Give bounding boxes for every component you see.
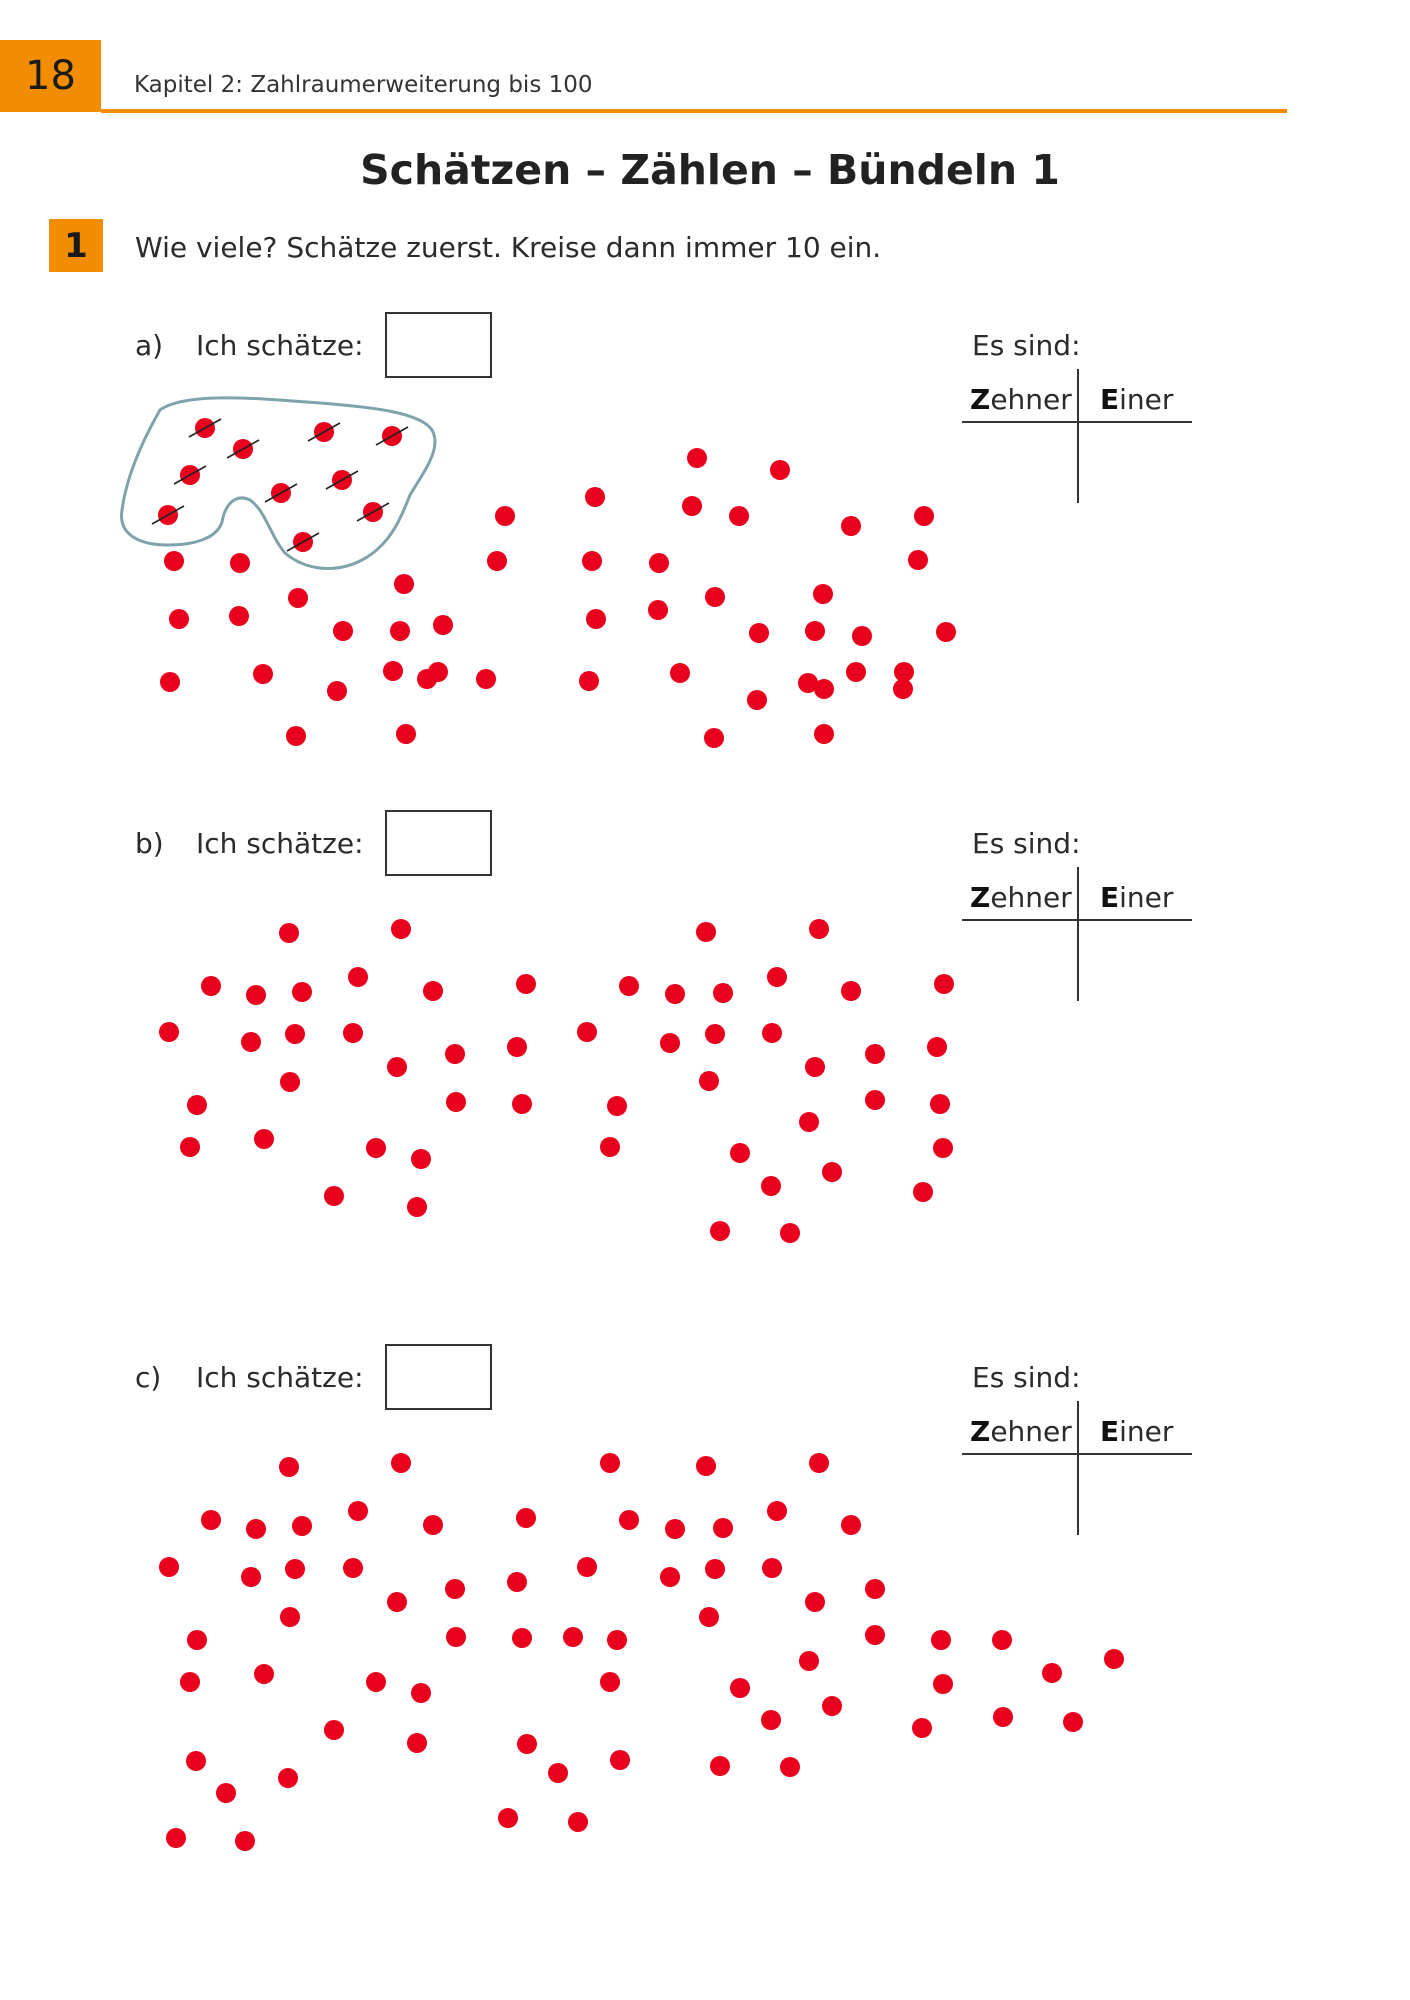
dot: [160, 672, 180, 692]
dot: [586, 609, 606, 629]
dot: [619, 1510, 639, 1530]
dot: [809, 919, 829, 939]
dot: [180, 1672, 200, 1692]
dot: [710, 1756, 730, 1776]
dot: [670, 663, 690, 683]
dot: [582, 551, 602, 571]
dot: [292, 1516, 312, 1536]
dot: [201, 1510, 221, 1530]
dot: [343, 1023, 363, 1043]
dot: [805, 1057, 825, 1077]
dot: [348, 967, 368, 987]
dot: [324, 1186, 344, 1206]
dot: [235, 1831, 255, 1851]
example-bundle-loop: [122, 398, 435, 569]
chapter-title: Kapitel 2: Zahlraumerweiterung bis 100: [134, 72, 593, 98]
estimate-label: Ich schätze:: [196, 827, 364, 860]
dot: [169, 609, 189, 629]
dot: [280, 1072, 300, 1092]
dot: [865, 1579, 885, 1599]
dot: [333, 621, 353, 641]
dot: [366, 1672, 386, 1692]
dot: [704, 728, 724, 748]
dot: [649, 553, 669, 573]
dot: [433, 615, 453, 635]
dot: [927, 1037, 947, 1057]
zehner-header: Zehner: [970, 881, 1072, 914]
dot: [254, 1664, 274, 1684]
dot: [841, 516, 861, 536]
dot: [279, 923, 299, 943]
section-letter: a): [135, 329, 164, 362]
dot: [585, 487, 605, 507]
dot: [563, 1627, 583, 1647]
dot: [292, 982, 312, 1002]
dot: [241, 1032, 261, 1052]
dot: [1042, 1663, 1062, 1683]
task-number: 1: [49, 219, 103, 272]
dot: [933, 1674, 953, 1694]
dot: [933, 1138, 953, 1158]
dot: [799, 1112, 819, 1132]
result-label: Es sind:: [972, 329, 1081, 362]
dot: [865, 1090, 885, 1110]
dot: [705, 1559, 725, 1579]
dot: [254, 1129, 274, 1149]
dot: [446, 1092, 466, 1112]
dot: [327, 681, 347, 701]
dot: [814, 724, 834, 744]
dot: [619, 976, 639, 996]
dot: [822, 1162, 842, 1182]
dot: [512, 1094, 532, 1114]
dot: [230, 553, 250, 573]
result-label: Es sind:: [972, 1361, 1081, 1394]
dot: [280, 1607, 300, 1627]
dot: [411, 1149, 431, 1169]
dot: [713, 1518, 733, 1538]
dot: [279, 1457, 299, 1477]
dot: [931, 1630, 951, 1650]
dot: [476, 669, 496, 689]
dot: [390, 621, 410, 641]
dot: [159, 1557, 179, 1577]
dot: [288, 588, 308, 608]
dot: [814, 679, 834, 699]
dot: [516, 974, 536, 994]
dot: [912, 1718, 932, 1738]
dot: [343, 1558, 363, 1578]
dot: [780, 1757, 800, 1777]
dot: [387, 1592, 407, 1612]
dot: [423, 1515, 443, 1535]
dot: [747, 690, 767, 710]
einer-header: Einer: [1100, 1415, 1174, 1448]
dot: [394, 574, 414, 594]
dot: [930, 1094, 950, 1114]
dot: [159, 1022, 179, 1042]
dot: [577, 1557, 597, 1577]
dot: [579, 671, 599, 691]
dot: [253, 664, 273, 684]
dot: [846, 662, 866, 682]
dot: [705, 1024, 725, 1044]
dot: [648, 600, 668, 620]
dot: [600, 1672, 620, 1692]
dot: [348, 1501, 368, 1521]
dot: [1104, 1649, 1124, 1669]
zehner-header: Zehner: [970, 1415, 1072, 1448]
dot: [229, 606, 249, 626]
dot: [893, 679, 913, 699]
dot: [914, 506, 934, 526]
dot: [387, 1057, 407, 1077]
dot: [285, 1024, 305, 1044]
dot: [512, 1628, 532, 1648]
dot: [391, 1453, 411, 1473]
dot: [799, 1651, 819, 1671]
dot: [607, 1630, 627, 1650]
dot: [696, 1456, 716, 1476]
dot: [607, 1096, 627, 1116]
dot: [187, 1630, 207, 1650]
dot: [809, 1453, 829, 1473]
dot: [805, 1592, 825, 1612]
dot: [577, 1022, 597, 1042]
dot: [710, 1221, 730, 1241]
dot: [767, 1501, 787, 1521]
estimate-label: Ich schätze:: [196, 329, 364, 362]
zehner-header: Zehner: [970, 383, 1072, 416]
dot: [216, 1783, 236, 1803]
dot: [180, 1137, 200, 1157]
dot: [411, 1683, 431, 1703]
dot: [241, 1567, 261, 1587]
dot: [396, 724, 416, 744]
dot: [841, 1515, 861, 1535]
dot: [324, 1720, 344, 1740]
einer-header: Einer: [1100, 383, 1174, 416]
dot: [699, 1071, 719, 1091]
dot: [446, 1627, 466, 1647]
dot: [705, 587, 725, 607]
dot: [780, 1223, 800, 1243]
dot: [696, 922, 716, 942]
dot: [600, 1453, 620, 1473]
dot: [729, 506, 749, 526]
dot: [761, 1176, 781, 1196]
section-letter: c): [135, 1361, 162, 1394]
dot: [487, 551, 507, 571]
dot: [841, 981, 861, 1001]
dot: [391, 919, 411, 939]
dot: [813, 584, 833, 604]
dot: [660, 1033, 680, 1053]
dot: [699, 1607, 719, 1627]
page-number: 18: [0, 40, 101, 112]
dot: [730, 1678, 750, 1698]
dot: [660, 1567, 680, 1587]
dot: [495, 506, 515, 526]
dot: [187, 1095, 207, 1115]
dot: [682, 496, 702, 516]
dot: [445, 1044, 465, 1064]
dot: [507, 1572, 527, 1592]
dot: [936, 622, 956, 642]
dot: [665, 1519, 685, 1539]
dot: [713, 983, 733, 1003]
dot: [852, 626, 872, 646]
dot: [865, 1044, 885, 1064]
estimate-label: Ich schätze:: [196, 1361, 364, 1394]
dot: [610, 1750, 630, 1770]
dot: [285, 1559, 305, 1579]
dot: [761, 1710, 781, 1730]
dot: [201, 976, 221, 996]
dot: [805, 621, 825, 641]
dot: [770, 460, 790, 480]
dot: [445, 1579, 465, 1599]
section-letter: b): [135, 827, 164, 860]
einer-header: Einer: [1100, 881, 1174, 914]
dot: [993, 1707, 1013, 1727]
result-label: Es sind:: [972, 827, 1081, 860]
dot: [407, 1733, 427, 1753]
dot: [665, 984, 685, 1004]
dot: [767, 967, 787, 987]
page-title: Schätzen – Zählen – Bündeln 1: [360, 146, 1060, 194]
dot: [908, 550, 928, 570]
dot: [1063, 1712, 1083, 1732]
dot: [428, 662, 448, 682]
dot: [687, 448, 707, 468]
dot: [366, 1138, 386, 1158]
dot: [822, 1696, 842, 1716]
dot: [894, 662, 914, 682]
dot: [164, 551, 184, 571]
dot: [749, 623, 769, 643]
dot: [992, 1630, 1012, 1650]
dot: [507, 1037, 527, 1057]
dot: [762, 1023, 782, 1043]
dot: [865, 1625, 885, 1645]
dot: [568, 1812, 588, 1832]
dot: [166, 1828, 186, 1848]
task-instruction: Wie viele? Schätze zuerst. Kreise dann immer 10 ein.: [135, 231, 882, 264]
dot: [286, 726, 306, 746]
dot: [730, 1143, 750, 1163]
dot: [934, 974, 954, 994]
dot: [407, 1197, 427, 1217]
dot: [517, 1734, 537, 1754]
dot: [246, 1519, 266, 1539]
dot: [600, 1137, 620, 1157]
dot: [498, 1808, 518, 1828]
dot: [548, 1763, 568, 1783]
dot: [423, 981, 443, 1001]
dot: [278, 1768, 298, 1788]
dot: [246, 985, 266, 1005]
dot: [516, 1508, 536, 1528]
dot: [913, 1182, 933, 1202]
dot: [186, 1751, 206, 1771]
dot: [762, 1558, 782, 1578]
dot: [383, 661, 403, 681]
